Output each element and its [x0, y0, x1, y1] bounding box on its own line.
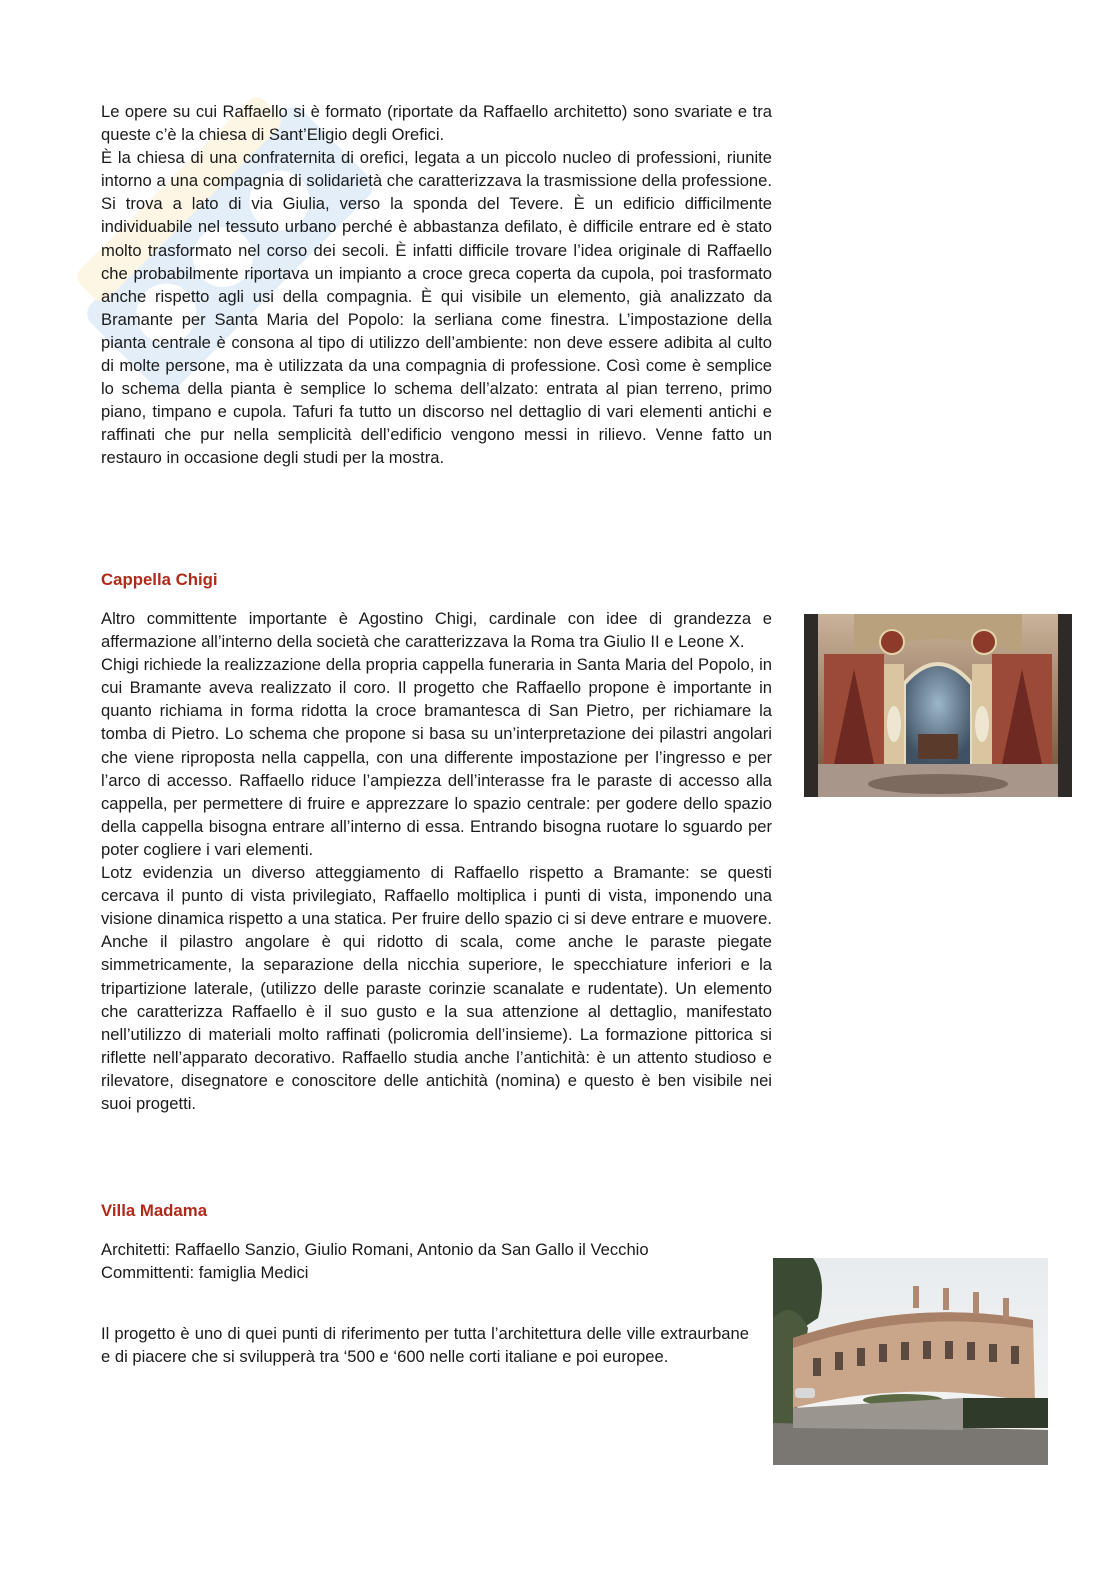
cappella-paragraph: Chigi richiede la realizzazione della propria cappella funeraria in Santa Maria del Popolo, in cui Bramante aveva realizzato il coro. Il progetto che Raffaello propone è importante in quanto richiama in forma ridotta la croce bramantesca di San Pietro, per richiamare la tomba di Pietro. Lo schema che propone si basa su un’interpretazione dei pilastri angolari che viene riproposta nella cappella, con una differente impostazione per l’ingresso e per l’arco di accesso. Raffaello riduce l’ampiezza dell’interasse fra le paraste di accesso alla cappella, per permettere di fruire e apprezzare lo spazio centrale: per godere dello spazio della cappella bisogna entrare all’interno di essa. Entrando bisogna ruotare lo sguardo per poter cogliere i vari elementi.: [101, 655, 772, 859]
cappella-paragraph: Lotz evidenzia un diverso atteggiamento di Raffaello rispetto a Bramante: se questi cercava il punto di vista privilegiato, Raffaello moltiplica i punti di vista, imponendo una visione dinamica rispetto a una statica. Per fruire dello spazio ci si deve entrare e muovere. Anche il pilastro angolare è qui ridotto di scala, come anche le paraste piegate simmetricamente, la separazione della nicchia superiore, le specchiature inferiori e la tripartizione laterale, (utilizzo delle paraste corinzie scanalate e rudentate). Un elemento che caratterizza Raffaello è il suo gusto e la sua attenzione al dettaglio, manifestato nell’utilizzo di materiali molto raffinati (policromia dell’insieme). La formazione pittorica si riflette nell’apparato decorativo. Raffaello studia anche l’antichità: è un attento studioso e rilevatore, disegnatore e conoscitore delle antichità (nomina) e questo è ben visibile nei suoi progetti.: [101, 863, 772, 1113]
cappella-chigi-heading: Cappella Chigi: [101, 570, 218, 589]
villa-architects: Architetti: Raffaello Sanzio, Giulio Romani, Antonio da San Gallo il Vecchio: [101, 1240, 649, 1259]
intro-paragraph: Le opere su cui Raffaello si è formato (riportate da Raffaello architetto) sono svariate e tra queste c’è la chiesa di Sant’Eligio degli Orefici.: [101, 102, 772, 145]
villa-madama-section: [101, 1322, 749, 1368]
cappella-chigi-photo: [804, 614, 1072, 797]
intro-section: [101, 100, 772, 470]
villa-madama-photo: [773, 1258, 1048, 1465]
villa-madama-heading: Villa Madama: [101, 1201, 208, 1220]
intro-paragraph: È la chiesa di una confraternita di orefici, legata a un piccolo nucleo di professioni, riunite intorno a una compagnia di solidarietà che caratterizzava la trasmissione della professione. Si trova a lato di via Giulia, verso la sponda del Tevere. È un edificio difficilmente individuabile nel tessuto urbano perché è abbastanza defilato, è difficile entrare ed è stato molto trasformato nel corso dei secoli. È infatti difficile trovare l’idea originale di Raffaello che probabilmente riportava un impianto a croce greca coperta da cupola, poi trasformato anche rispetto agli usi della compagnia. È qui visibile un elemento, già analizzato da Bramante per Santa Maria del Popolo: la serliana come finestra. L’impostazione della pianta centrale è consona al tipo di utilizzo dell’ambiente: non deve essere adibita al culto di molte persone, ma è utilizzata da una compagnia di professione. Così come è semplice lo schema della pianta è semplice lo schema dell’alzato: entrata al pian terreno, primo piano, timpano e cupola. Tafuri fa tutto un discorso nel dettaglio di vari elementi antichi e raffinati che pur nella semplicità dell’edificio vengono messi in rilievo. Venne fatto un restauro in occasione degli studi per la mostra.: [101, 148, 772, 468]
cappella-paragraph: Altro committente importante è Agostino Chigi, cardinale con idee di grandezza e affermazione all’interno della società che caratterizzava la Roma tra Giulio II e Leone X.: [101, 609, 772, 652]
villa-paragraph: Il progetto è uno di quei punti di riferimento per tutta l’architettura delle ville extraurbane e di piacere che si svilupperà tra ‘500 e ‘600 nelle corti italiane e poi europee.: [101, 1324, 749, 1367]
villa-madama-meta: [101, 1238, 751, 1284]
cappella-chigi-section: [101, 607, 772, 1115]
villa-clients: Committenti: famiglia Medici: [101, 1263, 309, 1283]
